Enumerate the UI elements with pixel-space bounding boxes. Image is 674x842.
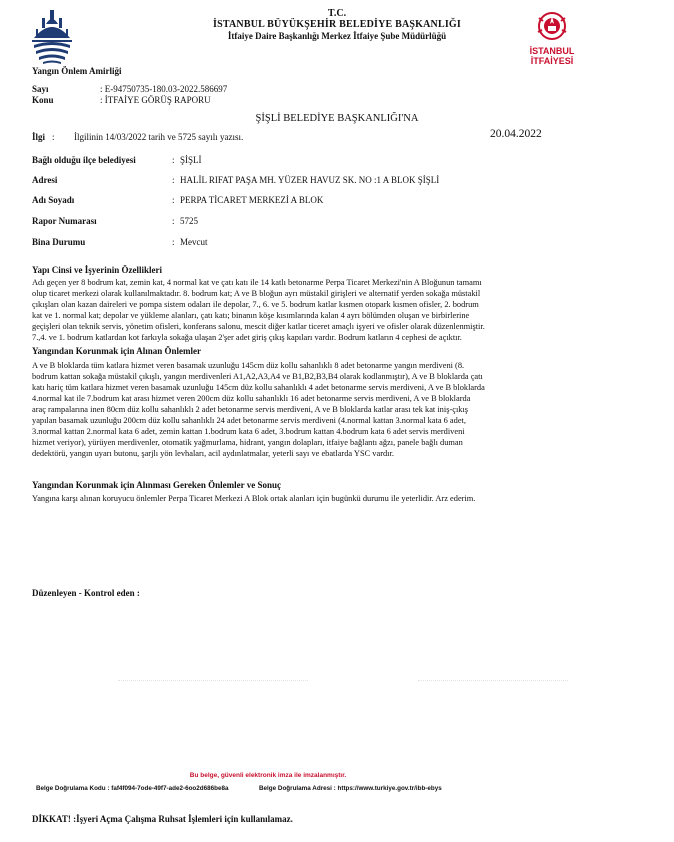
text-line: kat ve 1. normal kat; depolar ve yükleme alanları, çatı katı; binanın köşe kısımlarında kalan 4 ayrı bölümden oluşan ve birbirlerine	[32, 311, 470, 320]
brand-name	[522, 46, 582, 66]
konu-value: : İTFAİYE GÖRÜŞ RAPORU	[100, 95, 211, 105]
field-district-label: Bağlı olduğu ilçe belediyesi	[32, 155, 136, 165]
verification-address-link[interactable]: https://www.turkiye.gov.tr/ibb-ebys	[337, 785, 442, 792]
text-line: hizmet veriyor), yürüyen merdivenler, otomatik yağmurlama, hidrant, yangın dolapları, itfaiye bağlantı ağzı, panele bağlı duman	[32, 438, 463, 447]
field-name-value: PERPA TİCARET MERKEZİ A BLOK	[180, 195, 324, 205]
section-result-text: Yangına karşı alınan koruyucu önlemler Perpa Ticaret Merkezi A Blok ortak alanları için bugünkü durumu ile yeterlidir. Arz ederim.	[32, 494, 476, 503]
verification-address-row	[259, 785, 442, 792]
text-line: Adı geçen yer 8 bodrum kat, zemin kat, 4 normal kat ve çatı katı ile 14 katlı betonarme Perpa Ticaret Merkezi'nin A Bloğunun tamamı	[32, 278, 482, 287]
ilgi-label: İlgi	[32, 132, 46, 142]
section-building-text	[32, 277, 578, 343]
ilgi-colon: :	[52, 132, 55, 142]
text-line: katı hariç tüm katlara hizmet veren basamak uzunluğu 145cm düz kollu sahanlıklı 4 adet betonarme servis merdiveni, A ve B bloklarda	[32, 383, 485, 392]
verification-code-row	[36, 785, 228, 792]
esign-note: Bu belge, güvenli elektronik imza ile imzalanmıştır.	[189, 772, 347, 779]
prepared-by-label: Düzenleyen - Kontrol eden :	[32, 588, 140, 598]
verification-code-label: Belge Doğrulama Kodu :	[36, 785, 110, 792]
header-tc: T.C.	[327, 8, 347, 19]
field-colon: :	[172, 195, 175, 205]
field-colon: :	[172, 237, 175, 247]
text-line: A ve B bloklarda tüm katlara hizmet veren basamak uzunluğu 145cm düz kollu sahanlıklı 8 adet betonarme yangın merdiveni (8.	[32, 361, 465, 370]
field-status-label: Bina Durumu	[32, 237, 86, 247]
field-name-label: Adı Soyadı	[32, 195, 75, 205]
text-line: dedektörü, yangın uyarı butonu, şarjlı yön levhaları, acil aydınlatmalar, yeterli sayı ve ebatlarda YSC vardır.	[32, 449, 394, 458]
addressee: ŞİŞLİ BELEDİYE BAŞKANLIĞI'NA	[255, 113, 419, 124]
field-status-value: Mevcut	[180, 237, 208, 247]
section-measures-text	[32, 360, 578, 459]
text-line: olup ticaret merkezi olarak kullanılmaktadır. 8. bodrum kat; A ve B bloğun ayrı müstakil girişleri ve alternatif yerden sokağa müstakil	[32, 289, 481, 298]
sayi-label: Sayı	[32, 84, 49, 94]
header-department: İtfaiye Daire Başkanlığı Merkez İtfaiye Şube Müdürlüğü	[227, 31, 447, 41]
signature-area-left	[118, 680, 308, 681]
text-line: 7.,4. ve 1. bodrum katlardan kot farkıyla sokağa ulaşan 2'şer adet giriş çıkış kapıları vardır. Bodrum katların 4 cephesi de açıktır.	[32, 333, 462, 342]
konu-label: Konu	[32, 95, 54, 105]
ilgi-text: İlgilinin 14/03/2022 tarih ve 5725 sayılı yazısı.	[74, 132, 244, 142]
field-address-label: Adresi	[32, 175, 58, 185]
brand-line2: İTFAİYESİ	[530, 56, 574, 66]
text-line: çıkışları olan kazan daireleri ve pompa sistem odaları ile depolar, 7., 6. ve 5. bodrum katlar kısmen otopark kısmen ofisler, 2. bodrum	[32, 300, 479, 309]
text-line: 3.normal kattan 2.normal kata 6 adet, zemin kattan 1.bodrum kata 6 adet, 3.bodrum kattan 4.bodrum kata 6 adet servis merdiveni	[32, 427, 465, 436]
text-line: geçişleri olan teknik servis, yönetim ofisleri, konferans salonu, mescit diğer katlar ticeret amaçlı işyeri ve ofisler olarak düzenlenmiştir.	[32, 322, 485, 331]
section-result-title: Yangından Korunmak için Alınması Gereken Önlemler ve Sonuç	[32, 480, 281, 490]
field-district-value: ŞİŞLİ	[180, 155, 202, 165]
verification-address-label: Belge Doğrulama Adresi :	[259, 785, 336, 792]
signature-area-right	[418, 680, 568, 681]
field-colon: :	[172, 175, 175, 185]
field-address-value: HALİL RIFAT PAŞA MH. YÜZER HAVUZ SK. NO :1 A BLOK ŞİŞLİ	[180, 175, 440, 185]
unit-title: Yangın Önlem Amirliği	[32, 66, 122, 76]
text-line: bodrum kattan sokağa müstakil çıkışlı, yangın merdivenleri A1,A2,A3,A4 ve B1,B2,B3,B4 olarak kodlanmıştır), A ve B bloklarda çatı	[32, 372, 483, 381]
text-line: yapılan basamak uzunluğu 200cm düz kollu sahanlıklı 24 adet betonarme servis merdiveni (4.normal kattan 3.normal kata 6 adet,	[32, 416, 466, 425]
header-municipality: İSTANBUL BÜYÜKŞEHİR BELEDİYE BAŞKANLIĞI	[213, 19, 461, 30]
warning-note: DİKKAT! :İşyeri Açma Çalışma Ruhsat İşlemleri için kullanılamaz.	[32, 814, 293, 824]
document-date: 20.04.2022	[490, 128, 542, 140]
field-report-label: Rapor Numarası	[32, 216, 97, 226]
section-measures-title: Yangından Korunmak için Alınan Önlemler	[32, 346, 202, 356]
sayi-value: : E-94750735-180.03-2022.586697	[100, 84, 228, 94]
section-building-title: Yapı Cinsi ve İşyerinin Özellikleri	[32, 265, 163, 275]
field-colon: :	[172, 216, 175, 226]
verification-code-value: faf4f094-7ode-49f7-ade2-6oo2d686be8a	[111, 785, 229, 792]
field-report-value: 5725	[180, 216, 198, 226]
text-line: 4.normal kat ile 7.bodrum kat arası hizmet veren 200cm düz kollu sahanlıklı 16 adet betonarme servis merdiveni, A ve B bloklarda	[32, 394, 471, 403]
brand-line1: İSTANBUL	[529, 46, 575, 56]
text-line: araç rampalarına inen 80cm düz kollu sahanlıklı 2 adet betonarme servis merdiveni, A ve B bloklarda katlar arası tek kat iniş-çıkış	[32, 405, 469, 414]
field-colon: :	[172, 155, 175, 165]
